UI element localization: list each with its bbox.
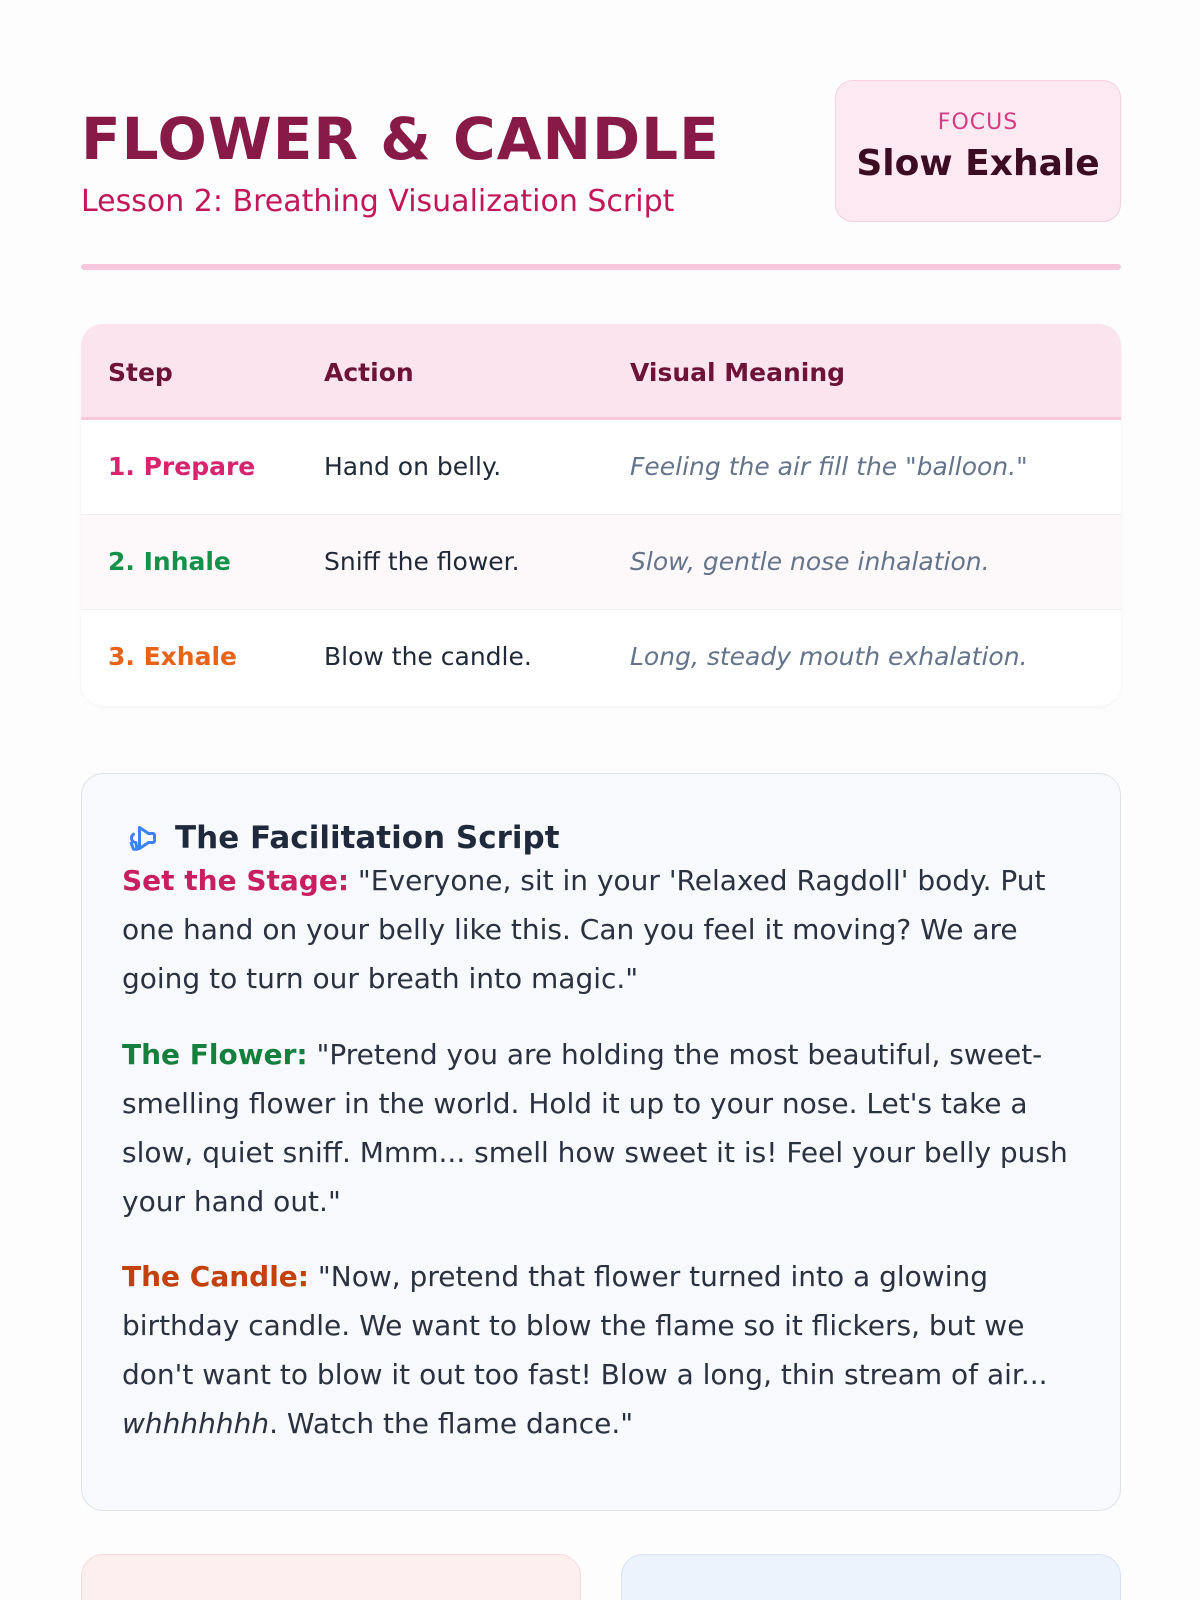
focus-label: FOCUS [937, 110, 1019, 135]
table-header [81, 324, 1121, 420]
paragraph-text: "Everyone, sit in your 'Relaxed Ragdoll' body. Put one hand on your belly like this. Can you feel it moving? We are going to turn our breath into magic." [122, 864, 1046, 995]
table-row [81, 515, 1121, 610]
page-title: FLOWER & CANDLE [81, 105, 720, 173]
paragraph-lead: Set the Stage: [122, 864, 350, 897]
action-cell: Sniff the flower. [324, 547, 520, 576]
focus-badge [835, 80, 1121, 222]
script-paragraph-flower [122, 1030, 1082, 1226]
paragraph-emphasis: whhhhhhh [122, 1407, 270, 1440]
paragraph-lead: The Flower: [122, 1038, 308, 1071]
lesson-subtitle: Lesson 2: Breathing Visualization Script [81, 184, 675, 219]
table-row [81, 420, 1121, 515]
paragraph-text-end: . Watch the flame dance." [269, 1407, 634, 1440]
meaning-cell: Slow, gentle nose inhalation. [630, 547, 990, 576]
script-paragraph-stage [122, 856, 1082, 1003]
column-header-action: Action [324, 358, 414, 387]
step-cell: 1. Prepare [108, 452, 256, 481]
column-header-step: Step [108, 358, 173, 387]
step-cell: 2. Inhale [108, 547, 231, 576]
tip-card-left [81, 1554, 581, 1600]
step-cell: 3. Exhale [108, 642, 237, 671]
megaphone-icon [123, 820, 159, 856]
meaning-cell: Long, steady mouth exhalation. [630, 642, 1028, 671]
paragraph-lead: The Candle: [122, 1260, 309, 1293]
paragraph-text: "Pretend you are holding the most beautiful, sweet-smelling flower in the world. Hold it up to your nose. Let's take a slow, quiet sniff. Mmm... smell how sweet it is! Feel your belly push your hand out." [122, 1038, 1068, 1218]
meaning-cell: Feeling the air fill the "balloon." [630, 452, 1028, 481]
action-cell: Hand on belly. [324, 452, 502, 481]
script-title: The Facilitation Script [175, 820, 560, 856]
script-heading [123, 820, 560, 856]
tip-card-right [621, 1554, 1121, 1600]
action-cell: Blow the candle. [324, 642, 532, 671]
steps-table [81, 324, 1121, 706]
header-divider [81, 264, 1121, 270]
table-row [81, 610, 1121, 705]
focus-value: Slow Exhale [856, 143, 1100, 184]
paragraph-text: "Now, pretend that flower turned into a glowing birthday candle. We want to blow the flame so it flickers, but we don't want to blow it out too fast! Blow a long, thin stream of air... [122, 1260, 1048, 1391]
lesson-header [81, 80, 1121, 270]
script-paragraph-candle [122, 1252, 1082, 1448]
column-header-visual-meaning: Visual Meaning [630, 358, 846, 387]
